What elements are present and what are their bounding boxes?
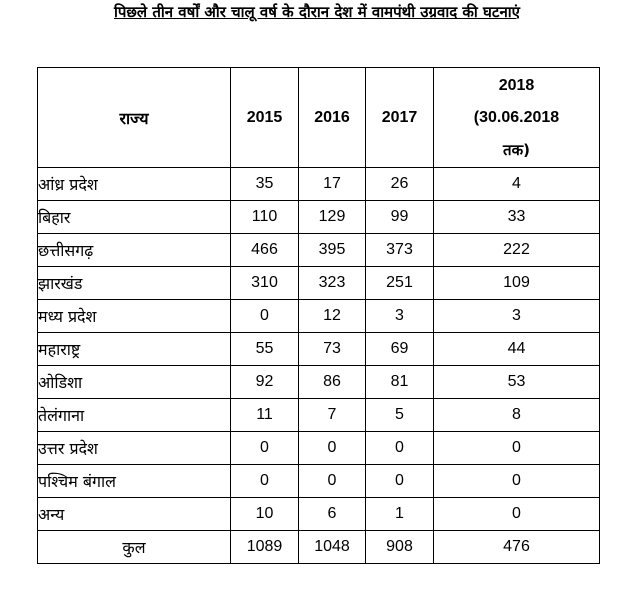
- state-cell: ओडिशा: [38, 366, 231, 399]
- total-2016: 1048: [299, 531, 366, 564]
- state-cell: झारखंड: [38, 267, 231, 300]
- value-2016: 73: [299, 333, 366, 366]
- value-2016: 17: [299, 168, 366, 201]
- header-2018-until: तक): [503, 140, 530, 159]
- value-2015: 0: [231, 432, 299, 465]
- value-2018: 0: [434, 498, 600, 531]
- value-2016: 12: [299, 300, 366, 333]
- value-2018: 0: [434, 465, 600, 498]
- state-cell: अन्य: [38, 498, 231, 531]
- value-2018: 0: [434, 432, 600, 465]
- header-2016: 2016: [299, 68, 366, 168]
- incidents-table: [37, 67, 600, 564]
- value-2015: 10: [231, 498, 299, 531]
- header-2018-year: 2018: [498, 76, 535, 94]
- value-2015: 92: [231, 366, 299, 399]
- value-2015: 0: [231, 465, 299, 498]
- value-2015: 110: [231, 201, 299, 234]
- value-2016: 7: [299, 399, 366, 432]
- value-2018: 4: [434, 168, 600, 201]
- value-2017: 1: [366, 498, 434, 531]
- value-2017: 0: [366, 432, 434, 465]
- table-header-row: [38, 68, 600, 168]
- total-row: [38, 531, 600, 564]
- header-2018: [434, 68, 600, 168]
- state-cell: मध्य प्रदेश: [38, 300, 231, 333]
- table-row: [38, 498, 600, 531]
- value-2017: 0: [366, 465, 434, 498]
- table-row: [38, 399, 600, 432]
- total-2017: 908: [366, 531, 434, 564]
- state-cell: छत्तीसगढ़: [38, 234, 231, 267]
- value-2016: 6: [299, 498, 366, 531]
- value-2015: 310: [231, 267, 299, 300]
- state-cell: उत्तर प्रदेश: [38, 432, 231, 465]
- value-2017: 26: [366, 168, 434, 201]
- value-2017: 373: [366, 234, 434, 267]
- value-2015: 35: [231, 168, 299, 201]
- table-row: [38, 168, 600, 201]
- state-cell: बिहार: [38, 201, 231, 234]
- table-row: [38, 234, 600, 267]
- value-2018: 222: [434, 234, 600, 267]
- value-2018: 33: [434, 201, 600, 234]
- value-2016: 86: [299, 366, 366, 399]
- state-cell: तेलंगाना: [38, 399, 231, 432]
- value-2017: 3: [366, 300, 434, 333]
- state-cell: महाराष्ट्र: [38, 333, 231, 366]
- value-2015: 466: [231, 234, 299, 267]
- value-2015: 0: [231, 300, 299, 333]
- value-2018: 109: [434, 267, 600, 300]
- header-2015: 2015: [231, 68, 299, 168]
- header-2018-date: (30.06.2018: [473, 108, 560, 126]
- value-2017: 5: [366, 399, 434, 432]
- value-2016: 323: [299, 267, 366, 300]
- total-2018: 476: [434, 531, 600, 564]
- value-2018: 8: [434, 399, 600, 432]
- value-2018: 44: [434, 333, 600, 366]
- total-2015: 1089: [231, 531, 299, 564]
- value-2016: 0: [299, 432, 366, 465]
- total-label: कुल: [38, 531, 231, 564]
- table-row: [38, 333, 600, 366]
- state-cell: आंध्र प्रदेश: [38, 168, 231, 201]
- table-body: [38, 168, 600, 531]
- value-2015: 11: [231, 399, 299, 432]
- value-2016: 395: [299, 234, 366, 267]
- table-row: [38, 465, 600, 498]
- value-2015: 55: [231, 333, 299, 366]
- table-row: [38, 201, 600, 234]
- value-2017: 81: [366, 366, 434, 399]
- table-row: [38, 300, 600, 333]
- value-2017: 99: [366, 201, 434, 234]
- header-state: राज्य: [38, 68, 231, 168]
- state-cell: पश्चिम बंगाल: [38, 465, 231, 498]
- value-2017: 69: [366, 333, 434, 366]
- value-2017: 251: [366, 267, 434, 300]
- header-2017: 2017: [366, 68, 434, 168]
- table-row: [38, 267, 600, 300]
- table-row: [38, 366, 600, 399]
- page-title: पिछले तीन वर्षों और चालू वर्ष के दौरान देश में वामपंथी उग्रवाद की घटनाएं: [114, 3, 520, 21]
- table-row: [38, 432, 600, 465]
- value-2018: 53: [434, 366, 600, 399]
- value-2016: 0: [299, 465, 366, 498]
- value-2016: 129: [299, 201, 366, 234]
- value-2018: 3: [434, 300, 600, 333]
